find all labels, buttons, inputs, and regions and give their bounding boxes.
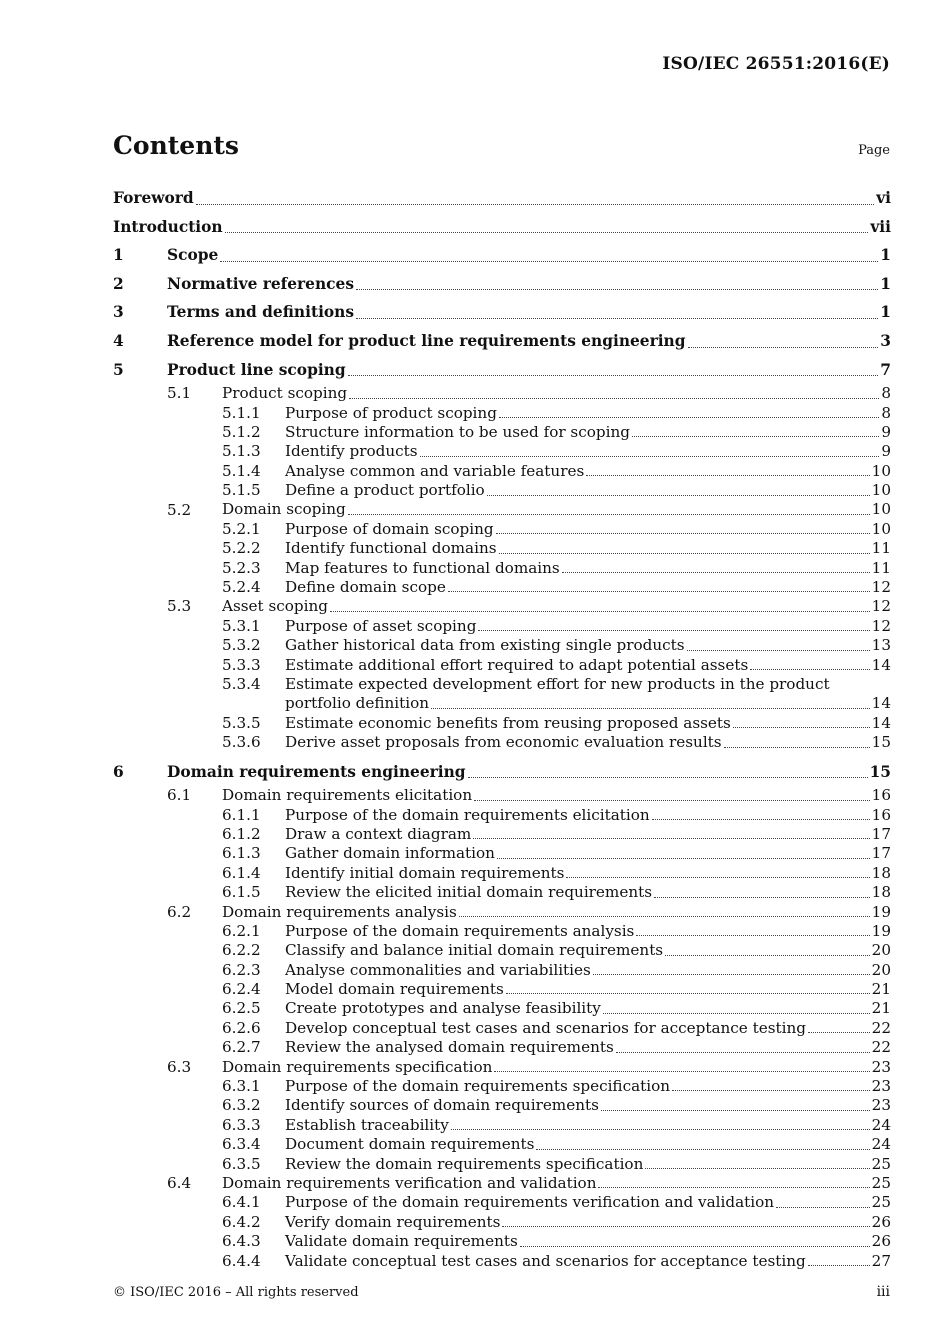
toc-entry-title: portfolio definition [285, 694, 430, 713]
toc-entry-title: Purpose of the domain requirements elicitation [285, 805, 650, 824]
toc-entry[interactable] [113, 423, 891, 442]
toc-entry-title: Identify products [285, 442, 418, 461]
toc-entry-number: 5.2.1 [222, 519, 261, 538]
dot-leader [652, 819, 870, 820]
toc-entry-title: Define domain scope [285, 578, 446, 597]
dot-leader [356, 318, 878, 319]
toc-entry-title: Domain requirements elicitation [222, 786, 473, 805]
toc-entry-page: 16 [871, 786, 891, 805]
toc-entry-number: 6.2.2 [222, 941, 261, 960]
toc-entry-page: vi [876, 189, 891, 207]
dot-leader [473, 838, 869, 839]
toc-entry-title: Purpose of the domain requirements specification [285, 1077, 671, 1096]
toc-entry[interactable] [113, 922, 891, 941]
toc-entry-page: 27 [871, 1251, 891, 1270]
toc-entry[interactable] [113, 999, 891, 1018]
toc-entry[interactable] [113, 1038, 891, 1057]
toc-entry-number: 6.1 [167, 786, 192, 805]
toc-entry-page: 1 [880, 274, 891, 293]
toc-entry[interactable] [113, 298, 891, 327]
toc-entry-page: 25 [871, 1154, 891, 1173]
toc-entry-page: 10 [871, 500, 891, 519]
toc-entry-page: 22 [871, 1038, 891, 1057]
toc-entry-page: 15 [869, 762, 891, 781]
toc-entry-page: 10 [871, 519, 891, 538]
toc-entry[interactable] [113, 241, 891, 270]
toc-entry-number: 6.4.2 [222, 1212, 261, 1231]
toc-entry-number: 3 [113, 303, 124, 322]
dot-leader [330, 611, 870, 612]
toc-entry-number: 6.3.5 [222, 1154, 261, 1173]
dot-leader [632, 436, 879, 437]
toc-entry-page: 24 [871, 1115, 891, 1134]
toc-entry-page: 14 [871, 694, 891, 713]
toc-entry-number: 2 [113, 274, 124, 293]
toc-entry-title: Structure information to be used for scoping [285, 422, 630, 441]
toc-entry-title: Estimate economic benefits from reusing proposed assets [285, 713, 731, 732]
toc-entry-number: 5.2 [167, 500, 192, 519]
toc-entry-page: 19 [871, 921, 891, 940]
toc-entry-title: Gather domain information [285, 844, 495, 863]
dot-leader [220, 261, 878, 262]
toc-entry-number: 6.1.3 [222, 844, 261, 863]
toc-entry-page: 21 [871, 999, 891, 1018]
toc-entry[interactable] [113, 1135, 891, 1154]
toc-entry[interactable] [113, 883, 891, 902]
dot-leader [451, 1129, 870, 1130]
dot-leader [808, 1265, 870, 1266]
toc-entry-title: Analyse commonalities and variabilities [285, 960, 591, 979]
dot-leader [562, 572, 870, 573]
toc-entry-title: Product line scoping [167, 360, 346, 379]
toc-entry-page: 22 [871, 1018, 891, 1037]
dot-leader [499, 553, 870, 554]
toc-entry-number: 6.2.1 [222, 921, 261, 940]
toc-entry-title: Product scoping [222, 384, 348, 403]
dot-leader [468, 777, 868, 778]
toc-entry[interactable] [113, 1252, 891, 1271]
toc-entry-title: Asset scoping [222, 597, 329, 616]
toc-entry-number: 6.3.1 [222, 1077, 261, 1096]
toc-entry-page: vii [870, 217, 891, 236]
toc-entry-title: Verify domain requirements [285, 1212, 501, 1231]
toc-entry-number: 6.2.7 [222, 1038, 261, 1057]
toc-entry[interactable] [113, 714, 891, 733]
toc-entry[interactable] [113, 1213, 891, 1232]
toc-entry[interactable] [113, 501, 891, 520]
toc-entry-page: 11 [871, 539, 891, 558]
toc-entry[interactable] [113, 844, 891, 863]
dot-leader [687, 650, 870, 651]
page-column-label: Page [858, 143, 890, 158]
toc-entry-number: 6.3.3 [222, 1115, 261, 1134]
toc-entry[interactable] [113, 1193, 891, 1212]
toc-entry[interactable] [113, 1116, 891, 1135]
toc-entry[interactable] [113, 356, 891, 385]
toc-entry-title: Review the analysed domain requirements [285, 1038, 614, 1057]
dot-leader [497, 858, 870, 859]
toc-entry-title: Document domain requirements [285, 1135, 535, 1154]
toc-entry-page: 10 [871, 481, 891, 500]
dot-leader [776, 1207, 870, 1208]
copyright-notice: © ISO/IEC 2016 – All rights reserved [113, 1285, 359, 1300]
toc-entry[interactable] [113, 184, 891, 213]
toc-entry-number: 6.1.2 [222, 824, 261, 843]
toc-entry-title: Estimate expected development effort for new products in the product [285, 675, 830, 694]
toc-entry-page: 19 [871, 902, 891, 921]
toc-entry[interactable] [113, 1174, 891, 1193]
toc-entry-number: 5.3.3 [222, 655, 261, 674]
dot-leader [724, 747, 870, 748]
toc-entry-title: Estimate additional effort required to adapt potential assets [285, 655, 749, 674]
toc-entry-title: Identify sources of domain requirements [285, 1096, 599, 1115]
toc-entry-number: 6.4.4 [222, 1251, 261, 1270]
toc-entry-number: 5.3.4 [222, 675, 261, 694]
dot-leader [616, 1052, 870, 1053]
dot-leader [598, 1187, 869, 1188]
toc-entry-title: Analyse common and variable features [285, 461, 585, 480]
toc-entry-number: 5.1.1 [222, 403, 261, 422]
toc-entry-title: Purpose of asset scoping [285, 616, 477, 635]
toc-entry-title: Domain requirements verification and validation [222, 1173, 597, 1192]
dot-leader [636, 935, 869, 936]
toc-entry-number: 6.2.3 [222, 960, 261, 979]
toc-entry-title: Map features to functional domains [285, 558, 560, 577]
toc-entry-page: 14 [871, 655, 891, 674]
dot-leader [225, 232, 869, 233]
toc-entry-number: 6.1.5 [222, 883, 261, 902]
toc-entry-number: 5.1.5 [222, 481, 261, 500]
toc-entry-title: Define a product portfolio [285, 481, 485, 500]
toc-entry[interactable] [113, 213, 891, 242]
toc-entry[interactable] [113, 597, 891, 616]
toc-entry-number: 5.3 [167, 597, 192, 616]
dot-leader [348, 514, 870, 515]
toc-entry-title: Foreword [113, 189, 194, 207]
toc-entry-number: 5.1 [167, 384, 192, 403]
toc-entry-title: Domain requirements engineering [167, 762, 466, 781]
toc-entry-title: Identify initial domain requirements [285, 863, 565, 882]
toc-entry[interactable] [113, 1019, 891, 1038]
toc-entry[interactable] [113, 786, 891, 805]
dot-leader [496, 533, 870, 534]
contents-title: Contents [113, 131, 240, 160]
toc-entry-title: Terms and definitions [167, 303, 355, 322]
toc-entry[interactable] [113, 806, 891, 825]
toc-entry-number: 6.4.1 [222, 1193, 261, 1212]
toc-entry-title: Draw a context diagram [285, 824, 472, 843]
dot-leader [672, 1090, 870, 1091]
toc-entry-number: 6.3.2 [222, 1096, 261, 1115]
toc-entry-number: 6.2.4 [222, 980, 261, 999]
dot-leader [665, 955, 870, 956]
toc-entry-title: Scope [167, 246, 219, 265]
toc-entry-number: 5.2.3 [222, 558, 261, 577]
toc-entry-title: Validate conceptual test cases and scenarios for acceptance testing [285, 1251, 806, 1270]
toc-entry[interactable] [113, 617, 891, 636]
toc-entry-title: Identify functional domains [285, 539, 497, 558]
toc-entry-number: 1 [113, 246, 124, 265]
toc-entry-page: 26 [871, 1232, 891, 1251]
dot-leader [645, 1168, 869, 1169]
dot-leader [536, 1149, 869, 1150]
dot-leader [603, 1013, 870, 1014]
toc-entry-title: Derive asset proposals from economic evaluation results [285, 733, 722, 752]
toc-entry-page: 7 [880, 360, 891, 379]
toc-entry[interactable] [113, 481, 891, 500]
toc-entry-page: 13 [871, 636, 891, 655]
dot-leader [459, 916, 870, 917]
toc-entry[interactable] [113, 1232, 891, 1251]
toc-entry-page: 1 [880, 246, 891, 265]
toc-entry-page: 12 [871, 597, 891, 616]
toc-entry-page: 23 [871, 1077, 891, 1096]
toc-entry-page: 11 [871, 558, 891, 577]
dot-leader [349, 398, 879, 399]
toc-entry-page: 1 [880, 303, 891, 322]
toc-entry-number: 6.2.6 [222, 1018, 261, 1037]
toc-entry-number: 5.1.3 [222, 442, 261, 461]
document-code: ISO/IEC 26551:2016(E) [662, 54, 890, 74]
toc-entry-number: 6.3.4 [222, 1135, 261, 1154]
toc-entry-title: Gather historical data from existing single products [285, 636, 685, 655]
toc-entry[interactable] [113, 675, 891, 714]
toc-entry[interactable] [113, 462, 891, 481]
dot-leader [474, 800, 870, 801]
dot-leader [348, 375, 879, 376]
dot-leader [733, 727, 870, 728]
toc-entry-page: 17 [871, 844, 891, 863]
dot-leader [502, 1226, 869, 1227]
toc-entry[interactable] [113, 559, 891, 578]
toc-entry-title: Reference model for product line requirements engineering [167, 331, 686, 350]
toc-entry-title: Review the domain requirements specification [285, 1154, 644, 1173]
toc-entry-page: 15 [871, 733, 891, 752]
toc-entry-page: 23 [871, 1096, 891, 1115]
toc-entry-page: 21 [871, 980, 891, 999]
toc-entry[interactable] [113, 758, 891, 787]
toc-entry-title: Establish traceability [285, 1115, 449, 1134]
dot-leader [420, 456, 880, 457]
toc-entry-number: 5.2.2 [222, 539, 261, 558]
toc-entry-number: 5.3.2 [222, 636, 261, 655]
toc-entry[interactable] [113, 961, 891, 980]
toc-entry-page: 3 [880, 331, 891, 350]
dot-leader [494, 1071, 869, 1072]
dot-leader [586, 475, 869, 476]
dot-leader [750, 669, 869, 670]
toc-entry-title: Domain requirements specification [222, 1057, 493, 1076]
dot-leader [506, 993, 870, 994]
toc-entry-page: 20 [871, 941, 891, 960]
dot-leader [566, 877, 869, 878]
toc-entry-page: 24 [871, 1135, 891, 1154]
toc-entry[interactable] [113, 941, 891, 960]
toc-entry-title: Develop conceptual test cases and scenarios for acceptance testing [285, 1018, 806, 1037]
toc-entry[interactable] [113, 825, 891, 844]
toc-entry-page: 17 [871, 824, 891, 843]
toc-entry[interactable] [113, 1096, 891, 1115]
toc-entry-page: 12 [871, 616, 891, 635]
toc-entry-page: 18 [871, 883, 891, 902]
toc-entry-title: Classify and balance initial domain requirements [285, 941, 664, 960]
toc-entry-title: Purpose of product scoping [285, 403, 497, 422]
toc-entry-title: Introduction [113, 217, 223, 236]
toc-entry[interactable] [113, 733, 891, 752]
dot-leader [499, 417, 879, 418]
toc-entry-title: Model domain requirements [285, 980, 504, 999]
toc-entry[interactable] [113, 270, 891, 299]
toc-entry-number: 6.1.1 [222, 805, 261, 824]
toc-entry-page: 23 [871, 1057, 891, 1076]
toc-entry-number: 5.3.1 [222, 616, 261, 635]
toc-entry[interactable] [113, 578, 891, 597]
toc-entry-title: Purpose of domain scoping [285, 519, 494, 538]
toc-entry-number: 4 [113, 331, 124, 350]
toc-entry-page: 9 [881, 422, 891, 441]
toc-entry-page: 16 [871, 805, 891, 824]
dot-leader [601, 1110, 870, 1111]
dot-leader [520, 1246, 870, 1247]
table-of-contents [113, 184, 891, 1271]
toc-entry-number: 5.3.5 [222, 713, 261, 732]
toc-entry-number: 6 [113, 762, 124, 781]
toc-entry-number: 5.3.6 [222, 733, 261, 752]
toc-entry-title: Review the elicited initial domain requirements [285, 883, 652, 902]
toc-entry-number: 6.1.4 [222, 863, 261, 882]
dot-leader [593, 974, 870, 975]
toc-entry-page: 8 [881, 384, 891, 403]
toc-entry-number: 5.1.2 [222, 422, 261, 441]
toc-entry-title: Purpose of the domain requirements analysis [285, 921, 635, 940]
toc-entry-number: 5.1.4 [222, 461, 261, 480]
toc-entry[interactable] [113, 656, 891, 675]
toc-entry-page: 8 [881, 403, 891, 422]
toc-entry[interactable] [113, 539, 891, 558]
toc-entry-page: 18 [871, 863, 891, 882]
toc-entry[interactable] [113, 636, 891, 655]
dot-leader [356, 289, 878, 290]
toc-entry-number: 6.2 [167, 902, 192, 921]
toc-entry-number: 6.3 [167, 1057, 192, 1076]
toc-entry-number: 5.2.4 [222, 578, 261, 597]
toc-entry-number: 5 [113, 360, 124, 379]
toc-entry[interactable] [113, 384, 891, 403]
toc-entry-title: Create prototypes and analyse feasibility [285, 999, 601, 1018]
dot-leader [808, 1032, 870, 1033]
toc-entry[interactable] [113, 520, 891, 539]
toc-entry[interactable] [113, 442, 891, 461]
toc-entry[interactable] [113, 864, 891, 883]
toc-entry-number: 6.2.5 [222, 999, 261, 1018]
dot-leader [478, 630, 869, 631]
toc-entry-page: 12 [871, 578, 891, 597]
toc-entry-title: Domain requirements analysis [222, 902, 457, 921]
toc-entry-page: 10 [871, 461, 891, 480]
toc-entry[interactable] [113, 1058, 891, 1077]
toc-entry-title: Domain scoping [222, 500, 346, 519]
toc-entry[interactable] [113, 1077, 891, 1096]
toc-entry-title: Purpose of the domain requirements verification and validation [285, 1193, 775, 1212]
toc-entry[interactable] [113, 980, 891, 999]
toc-entry-page: 9 [881, 442, 891, 461]
dot-leader [196, 204, 875, 205]
toc-entry-title: Normative references [167, 274, 354, 293]
dot-leader [487, 495, 870, 496]
dot-leader [431, 708, 870, 709]
toc-entry-page: 26 [871, 1212, 891, 1231]
dot-leader [654, 897, 870, 898]
toc-entry[interactable] [113, 327, 891, 356]
page-number: iii [876, 1284, 890, 1300]
dot-leader [448, 591, 870, 592]
toc-entry-page: 14 [871, 713, 891, 732]
toc-entry-number: 6.4 [167, 1174, 192, 1192]
toc-entry-page: 20 [871, 960, 891, 979]
toc-entry-number: 6.4.3 [222, 1232, 261, 1251]
toc-entry[interactable] [113, 404, 891, 423]
toc-entry[interactable] [113, 1155, 891, 1174]
toc-entry-page: 25 [871, 1193, 891, 1212]
toc-entry-page: 25 [871, 1173, 891, 1192]
toc-entry-title: Validate domain requirements [285, 1232, 518, 1251]
toc-entry[interactable] [113, 903, 891, 922]
dot-leader [688, 347, 879, 348]
